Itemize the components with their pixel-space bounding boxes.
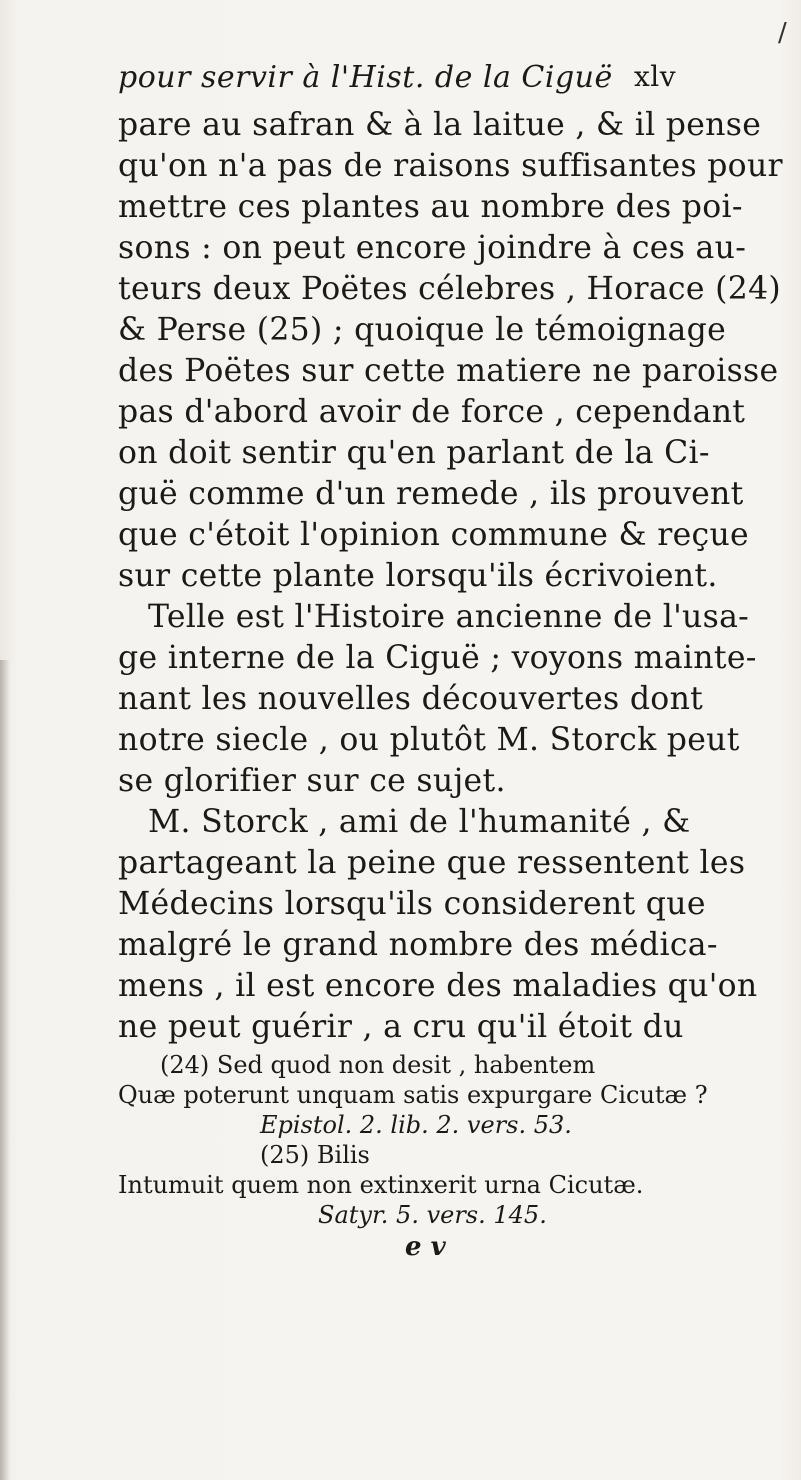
text-line: qu'on n'a pas de raisons suffisantes pour bbox=[118, 148, 783, 184]
text-line: nant les nouvelles découvertes dont bbox=[118, 681, 704, 717]
page-number: xlv bbox=[634, 60, 677, 93]
footnote-24-line-1: (24) Sed quod non desit , habentem bbox=[160, 1051, 596, 1079]
text-line: pare au safran & à la laitue , & il pense bbox=[118, 107, 762, 143]
binding-shadow bbox=[0, 660, 10, 1480]
text-line: ne peut guérir , a cru qu'il étoit du bbox=[118, 1009, 684, 1045]
text-line: M. Storck , ami de l'humanité , & bbox=[148, 804, 691, 840]
text-line: Médecins lorsqu'ils considerent que bbox=[118, 886, 706, 922]
text-line: sons : on peut encore joindre à ces au- bbox=[118, 230, 747, 266]
text-line: Telle est l'Histoire ancienne de l'usa- bbox=[148, 599, 750, 635]
text-line: pas d'abord avoir de force , cependant bbox=[118, 394, 746, 430]
footnote-25-line-2: Intumuit quem non extinxerit urna Cicutæ. bbox=[118, 1171, 644, 1199]
text-line: on doit sentir qu'en parlant de la Ci- bbox=[118, 435, 710, 471]
running-title: pour servir à l'Hist. de la Ciguë bbox=[118, 60, 613, 95]
text-line: partageant la peine que ressentent les bbox=[118, 845, 746, 881]
text-line: se glorifier sur ce sujet. bbox=[118, 763, 506, 799]
text-line: malgré le grand nombre des médica- bbox=[118, 927, 718, 963]
corner-mark: / bbox=[778, 18, 787, 48]
footnote-25-line-1: (25) Bilis bbox=[260, 1141, 370, 1169]
text-line: sur cette plante lorsqu'ils écrivoient. bbox=[118, 558, 718, 594]
text-line: teurs deux Poëtes célebres , Horace (24) bbox=[118, 271, 781, 307]
footnote-25-source: Satyr. 5. vers. 145. bbox=[318, 1201, 547, 1229]
signature-mark: e v bbox=[405, 1232, 446, 1262]
text-line: mens , il est encore des maladies qu'on bbox=[118, 968, 758, 1004]
text-line: notre siecle , ou plutôt M. Storck peut bbox=[118, 722, 740, 758]
footnote-24-line-2: Quæ poterunt unquam satis expurgare Cicutæ ? bbox=[118, 1081, 708, 1109]
footnote-24-source: Epistol. 2. lib. 2. vers. 53. bbox=[260, 1111, 572, 1139]
running-head bbox=[118, 60, 798, 100]
text-line: & Perse (25) ; quoique le témoignage bbox=[118, 312, 727, 348]
text-line: mettre ces plantes au nombre des poi- bbox=[118, 189, 743, 225]
text-line: des Poëtes sur cette matiere ne paroisse bbox=[118, 353, 779, 389]
text-line: guë comme d'un remede , ils prouvent bbox=[118, 476, 744, 512]
text-line: que c'étoit l'opinion commune & reçue bbox=[118, 517, 749, 553]
text-line: ge interne de la Ciguë ; voyons mainte- bbox=[118, 640, 757, 676]
